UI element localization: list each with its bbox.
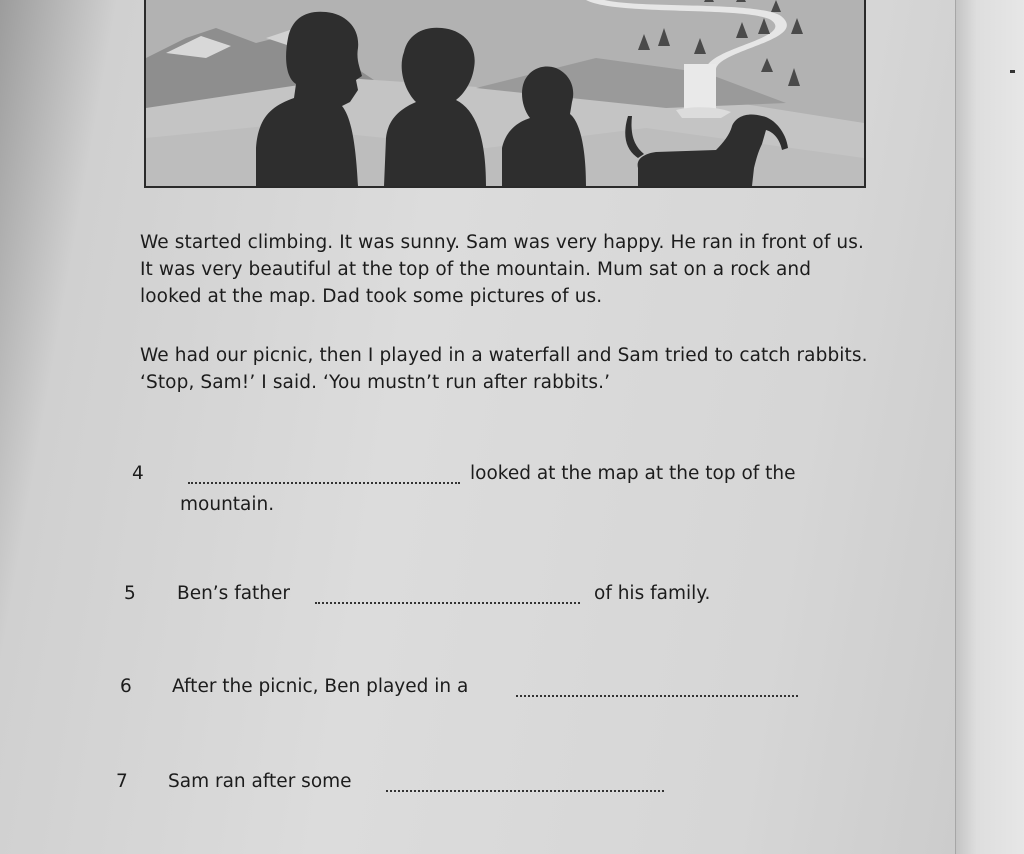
passage-paragraph-1: We started climbing. It was sunny. Sam was very happy. He ran in front of us. It was very beautiful at the top of the mountain. Mum sat on a rock and looked at the map. Dad took some pictures of us. [140,232,864,307]
family-illustration [144,0,866,188]
question-text: looked at the map at the top of the [470,463,796,484]
answer-blank[interactable] [188,464,460,484]
answer-blank[interactable] [315,584,580,604]
question-number: 4 [132,463,144,484]
question-number: 7 [116,771,128,792]
question-text: Sam ran after some [168,771,352,792]
passage-paragraph-2: We had our picnic, then I played in a waterfall and Sam tried to catch rabbits. ‘Stop, Sam!’ I said. ‘You mustn’t run after rabbits.’ [140,345,868,393]
question-text: After the picnic, Ben played in a [172,676,469,697]
question-text-continued: mountain. [180,494,275,515]
question-number: 5 [124,583,136,604]
answer-blank[interactable] [516,677,798,697]
question-text: Ben’s father [177,583,291,604]
question-text-after: of his family. [594,583,711,604]
next-page-edge [955,0,1024,854]
edge-mark [1010,70,1015,73]
answer-blank[interactable] [386,772,664,792]
question-number: 6 [120,676,132,697]
